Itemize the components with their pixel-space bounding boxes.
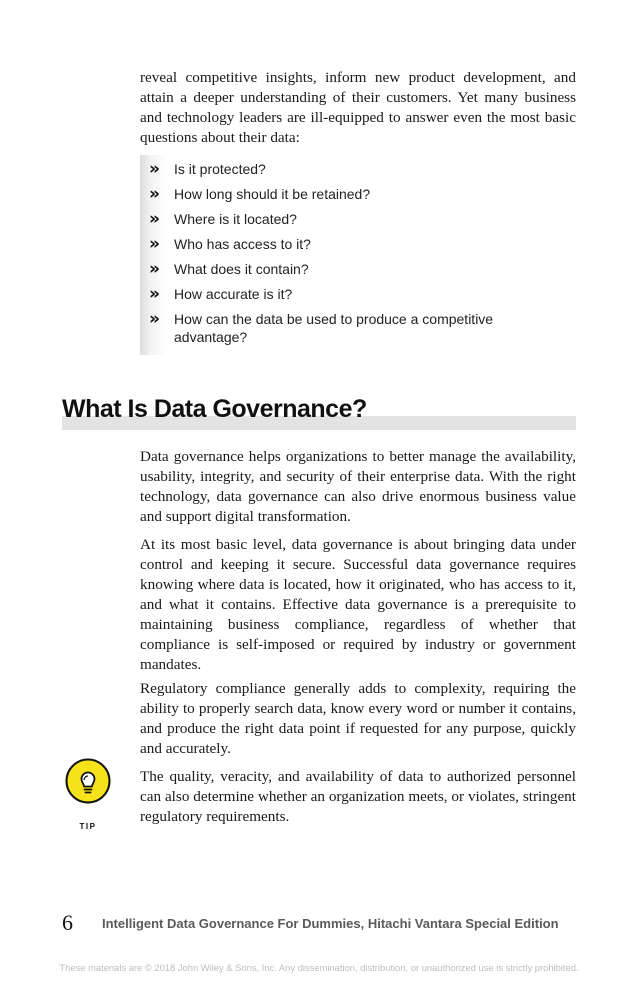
section-heading: What Is Data Governance? xyxy=(62,395,367,423)
copyright-notice: These materials are © 2018 John Wiley & Sons, Inc. Any dissemination, distribution, or unauthorized use is strictly prohibited. xyxy=(59,962,579,973)
bullet-chevron-icon: » xyxy=(149,184,159,204)
bullet-chevron-icon: » xyxy=(149,209,159,229)
tip-label: TIP xyxy=(79,822,97,831)
list-item-text: Where is it located? xyxy=(174,211,297,227)
list-item-text: What does it contain? xyxy=(174,261,309,277)
bullet-chevron-icon: » xyxy=(149,284,159,304)
page-number: 6 xyxy=(62,910,73,935)
paragraph-basic-level: At its most basic level, data governance is about bringing data under control and keeping it secure. Successful data governance requires knowing where data is located, how it originated, who has access to it, and what it contains. Effective data governance is a prerequisite to maintaining business compliance, regardless of whether that compliance is self-imposed or required by industry or government mandates. xyxy=(140,536,576,673)
tip-text: The quality, veracity, and availability of data to authorized personnel can also determine whether an organization meets, or violates, stringent regulatory requirements. xyxy=(140,768,576,825)
list-item-text: Who has access to it? xyxy=(174,236,311,252)
list-item-text: How accurate is it? xyxy=(174,286,293,302)
question-bullet-list xyxy=(140,155,576,355)
bullet-chevron-icon: » xyxy=(149,259,159,279)
bullet-chevron-icon: » xyxy=(149,309,159,329)
list-item-text: How can the data be used to produce a competitive advantage? xyxy=(174,311,494,345)
intro-paragraph: reveal competitive insights, inform new product development, and attain a deeper understanding of their customers. Yet many business and technology leaders are ill-equipped to answer even the most basic questions about their data: xyxy=(140,69,576,146)
bullet-chevron-icon: » xyxy=(149,234,159,254)
book-title-footer: Intelligent Data Governance For Dummies, Hitachi Vantara Special Edition xyxy=(102,916,559,931)
list-item-text: Is it protected? xyxy=(174,161,266,177)
paragraph-regulatory: Regulatory compliance generally adds to complexity, requiring the ability to properly search data, know every word or number it contains, and produce the right data point if requested for any purpose, quickly and accurately. xyxy=(140,680,576,757)
bullet-chevron-icon: » xyxy=(149,159,159,179)
list-item-text: How long should it be retained? xyxy=(174,186,371,202)
paragraph-definition: Data governance helps organizations to better manage the availability, usability, integrity, and security of their enterprise data. With the right technology, data governance can also drive enormous business value and support digital transformation. xyxy=(140,448,576,525)
